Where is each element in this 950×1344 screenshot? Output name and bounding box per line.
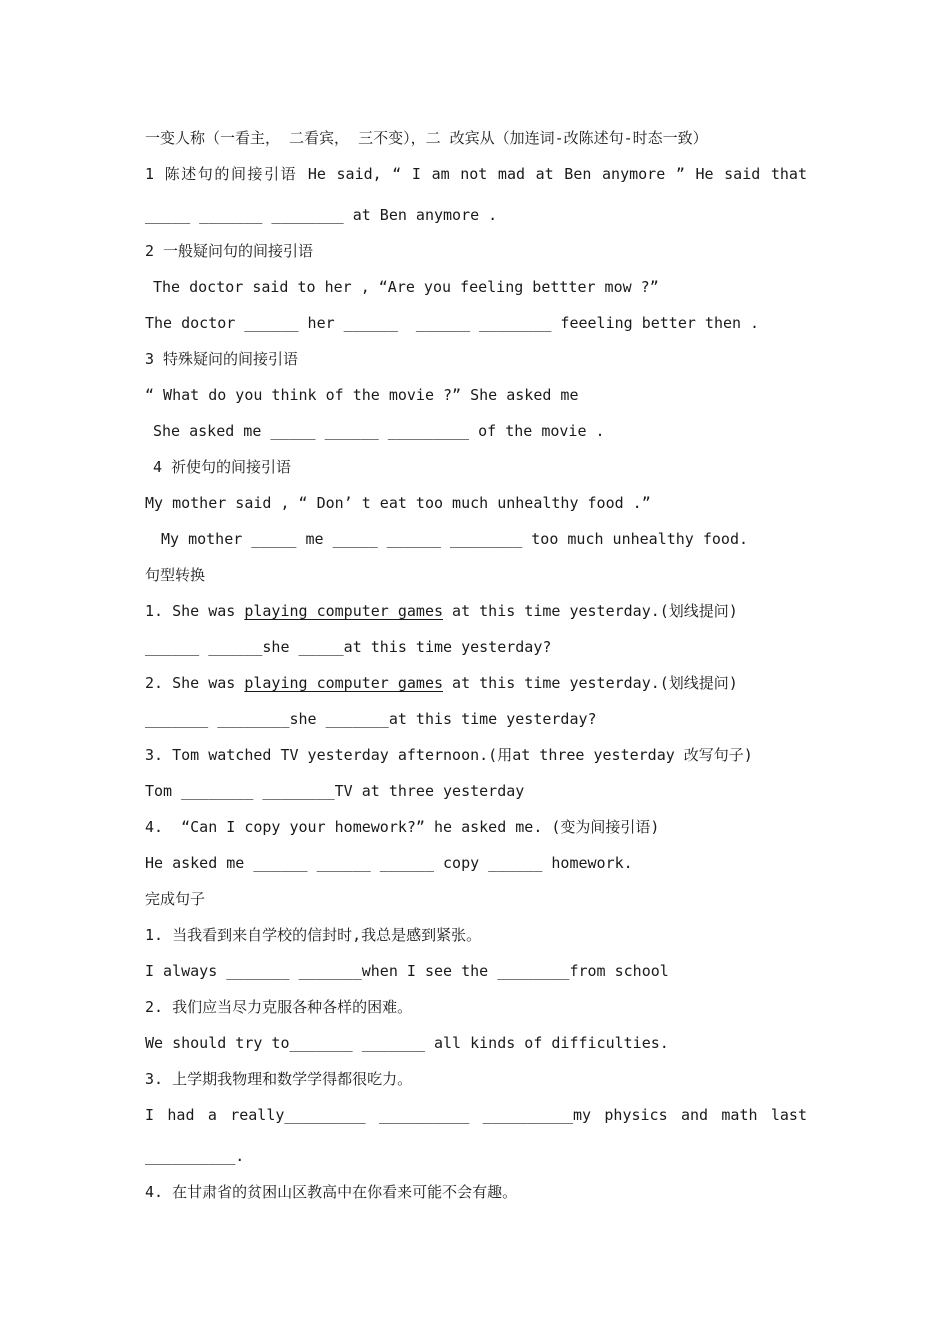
transform-q1-underlined: playing computer games — [244, 602, 444, 620]
transform-q3: 3. Tom watched TV yesterday afternoon.(用at three yesterday 改写句子) — [145, 746, 753, 764]
transform-q1-prefix: 1. She was — [145, 602, 245, 620]
transform-q1-answer: ______ ______she _____at this time yesterday? — [145, 638, 552, 656]
section2-heading: 句型转换 — [145, 566, 206, 584]
complete-q3: 3. 上学期我物理和数学学得都很吃力。 — [145, 1070, 413, 1088]
item2-title: 2 一般疑问句的间接引语 — [145, 242, 314, 260]
transform-q4-answer: He asked me ______ ______ ______ copy ______ homework. — [145, 854, 633, 872]
item1-title: 1 陈述句的间接引语 He said, “ I am not mad at Ben anymore ” He said that — [145, 165, 807, 183]
complete-q3-answer-cont: __________. — [145, 1147, 245, 1165]
transform-q2-prefix: 2. She was — [145, 674, 245, 692]
item2-answer: The doctor ______ her ______ ______ ________ feeeling better then . — [145, 314, 760, 332]
transform-q2-underlined: playing computer games — [244, 674, 444, 692]
transform-q1-suffix: at this time yesterday.(划线提问) — [443, 602, 738, 620]
item3-title: 3 特殊疑问的间接引语 — [145, 350, 299, 368]
item3-original: “ What do you think of the movie ?” She asked me — [145, 386, 579, 404]
section1-heading: 一变人称（一看主， 二看宾， 三不变），二 改宾从（加连词-改陈述句-时态一致） — [145, 129, 708, 147]
transform-q2-suffix: at this time yesterday.(划线提问) — [443, 674, 738, 692]
section3-heading: 完成句子 — [145, 890, 206, 908]
complete-q2-answer: We should try to_______ _______ all kinds of difficulties. — [145, 1034, 669, 1052]
transform-q2 — [145, 673, 738, 693]
transform-q2-answer: _______ ________she _______at this time yesterday? — [145, 710, 597, 728]
complete-q2: 2. 我们应当尽力克服各种各样的困难。 — [145, 998, 413, 1016]
complete-q1: 1. 当我看到来自学校的信封时,我总是感到紧张。 — [145, 926, 482, 944]
item4-answer: My mother _____ me _____ ______ ________ too much unhealthy food. — [161, 530, 748, 548]
complete-q1-answer: I always _______ _______when I see the ________from school — [145, 962, 669, 980]
item3-answer: She asked me _____ ______ _________ of the movie . — [153, 422, 605, 440]
transform-q1 — [145, 601, 738, 621]
item4-title: 4 祈使句的间接引语 — [153, 458, 292, 476]
complete-q4: 4. 在甘肃省的贫困山区教高中在你看来可能不会有趣。 — [145, 1183, 518, 1201]
transform-q3-answer: Tom ________ ________TV at three yesterday — [145, 782, 525, 800]
item1-answer: _____ _______ ________ at Ben anymore . — [145, 206, 498, 224]
transform-q4: 4. “Can I copy your homework?” he asked me. (变为间接引语) — [145, 818, 660, 836]
complete-q3-answer: I had a really_________ __________ __________my physics and math last — [145, 1106, 807, 1124]
item2-original: The doctor said to her , “Are you feeling bettter mow ?” — [153, 278, 659, 296]
item4-original: My mother said , “ Don’ t eat too much unhealthy food .” — [145, 494, 651, 512]
